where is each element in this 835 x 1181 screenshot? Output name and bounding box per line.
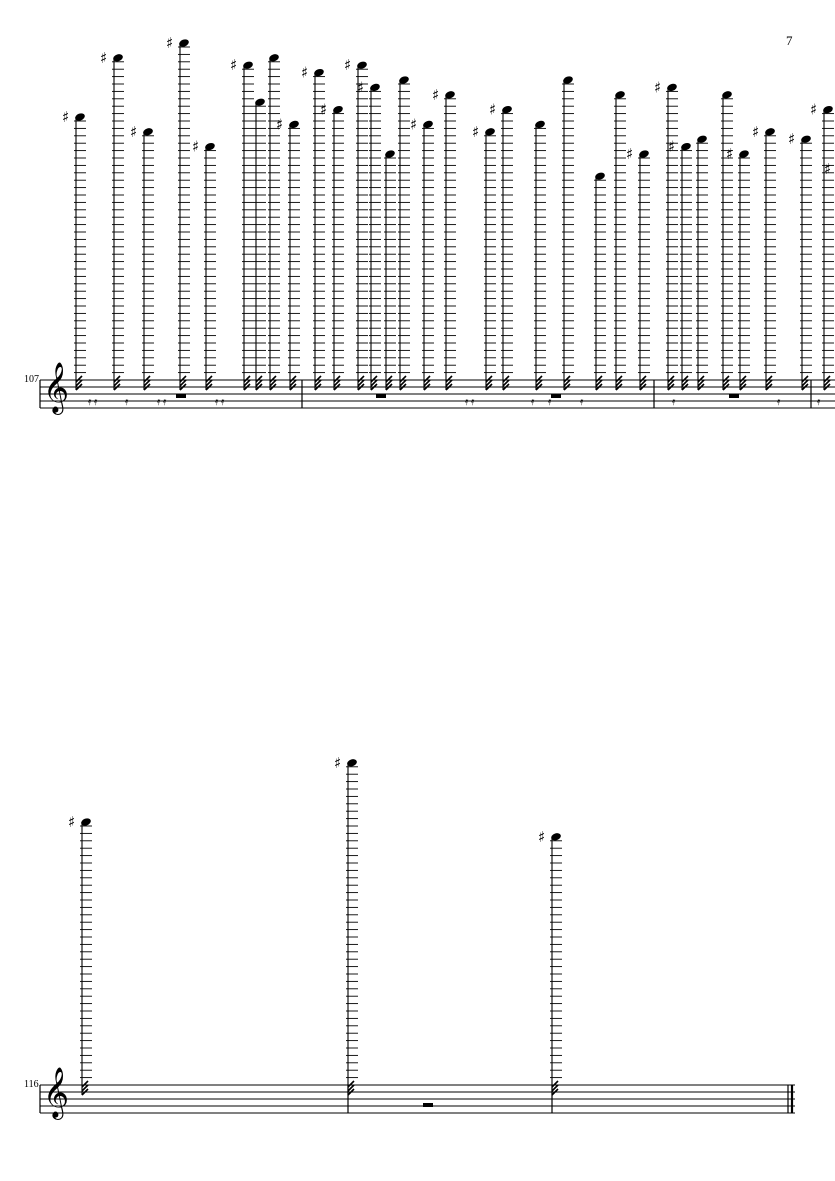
sharp-icon: ♯	[810, 100, 818, 119]
note-25	[654, 78, 678, 390]
rest-icon: 𝄿	[777, 395, 781, 408]
note-1	[68, 813, 92, 1095]
note-3	[538, 828, 562, 1095]
note-7	[254, 97, 266, 390]
sharp-icon: ♯	[752, 122, 760, 141]
note-5	[192, 138, 216, 390]
sharp-icon: ♯	[788, 130, 796, 149]
sharp-icon: ♯	[410, 115, 418, 134]
rest-icon: 𝄿	[221, 395, 225, 408]
rest-icon: 𝄿	[163, 395, 167, 408]
note-11	[320, 101, 344, 390]
note-20	[534, 119, 546, 390]
sharp-icon: ♯	[357, 78, 365, 97]
sharp-icon: ♯	[62, 108, 70, 126]
note-6	[230, 56, 254, 390]
note-23	[614, 90, 626, 390]
note-31	[788, 130, 812, 390]
half-rest-icon	[729, 394, 739, 398]
rest-icon: 𝄿	[548, 395, 552, 408]
half-rest-icon	[551, 394, 561, 398]
sharp-icon: ♯	[489, 100, 497, 119]
note-32	[810, 101, 834, 390]
sharp-icon: ♯	[538, 827, 546, 846]
note-26	[668, 138, 692, 390]
sharp-icon: ♯	[166, 34, 174, 52]
note-9	[276, 115, 300, 390]
treble-clef-icon: 𝄞	[43, 1067, 70, 1118]
sharp-icon: ♯	[130, 122, 138, 141]
rest-icon: 𝄿	[94, 395, 98, 408]
treble-clef-icon: 𝄞	[43, 362, 70, 413]
sharp-icon: ♯	[334, 753, 342, 772]
note-29	[726, 145, 750, 390]
note-3	[130, 123, 154, 390]
sharp-icon: ♯	[824, 159, 832, 178]
note-24	[626, 145, 650, 390]
sharp-icon: ♯	[68, 813, 76, 831]
measure-number-system-2: 116	[24, 1079, 39, 1090]
note-22	[594, 171, 606, 390]
sharp-icon: ♯	[668, 137, 676, 156]
rest-icon: 𝄿	[465, 395, 469, 408]
sharp-icon: ♯	[344, 56, 352, 75]
note-14	[384, 149, 396, 390]
note-33	[824, 160, 835, 390]
rest-icon: 𝄿	[471, 395, 475, 408]
sharp-icon: ♯	[654, 78, 662, 97]
rest-icon: 𝄿	[817, 395, 821, 408]
sharp-icon: ♯	[230, 56, 238, 75]
rest-icon: 𝄿	[672, 395, 676, 408]
sharp-icon: ♯	[432, 85, 440, 104]
note-12	[344, 56, 368, 390]
note-1	[62, 108, 86, 390]
note-28	[721, 90, 733, 390]
half-rest-icon	[176, 394, 186, 398]
note-18	[472, 123, 496, 390]
note-4	[166, 34, 190, 390]
sharp-icon: ♯	[276, 115, 284, 134]
note-21	[562, 75, 574, 390]
note-16	[410, 115, 434, 390]
rest-icon: 𝄿	[580, 395, 584, 408]
note-19	[489, 101, 513, 390]
rest-icon: 𝄿	[157, 395, 161, 408]
note-15	[398, 75, 410, 390]
note-2	[100, 49, 124, 390]
page-number: 7	[786, 33, 793, 48]
half-rest-icon	[376, 394, 386, 398]
measure-number-system-1: 107	[24, 374, 39, 385]
rest-icon: 𝄿	[88, 395, 92, 408]
sharp-icon: ♯	[320, 100, 328, 119]
staff-system-2	[40, 754, 795, 1120]
note-2	[334, 754, 358, 1095]
sharp-icon: ♯	[100, 48, 108, 67]
sharp-icon: ♯	[626, 145, 634, 163]
note-27	[696, 134, 708, 390]
sharp-icon: ♯	[192, 137, 200, 156]
note-8	[268, 53, 280, 390]
sharp-icon: ♯	[726, 145, 734, 163]
staff-system-1	[40, 34, 835, 415]
sharp-icon: ♯	[301, 63, 309, 82]
rest-icon: 𝄿	[215, 395, 219, 408]
half-rest-icon	[423, 1103, 433, 1107]
rest-icon: 𝄿	[531, 395, 535, 408]
note-17	[432, 86, 456, 390]
note-30	[752, 123, 776, 390]
sharp-icon: ♯	[472, 122, 480, 141]
rest-icon: 𝄿	[125, 395, 129, 408]
